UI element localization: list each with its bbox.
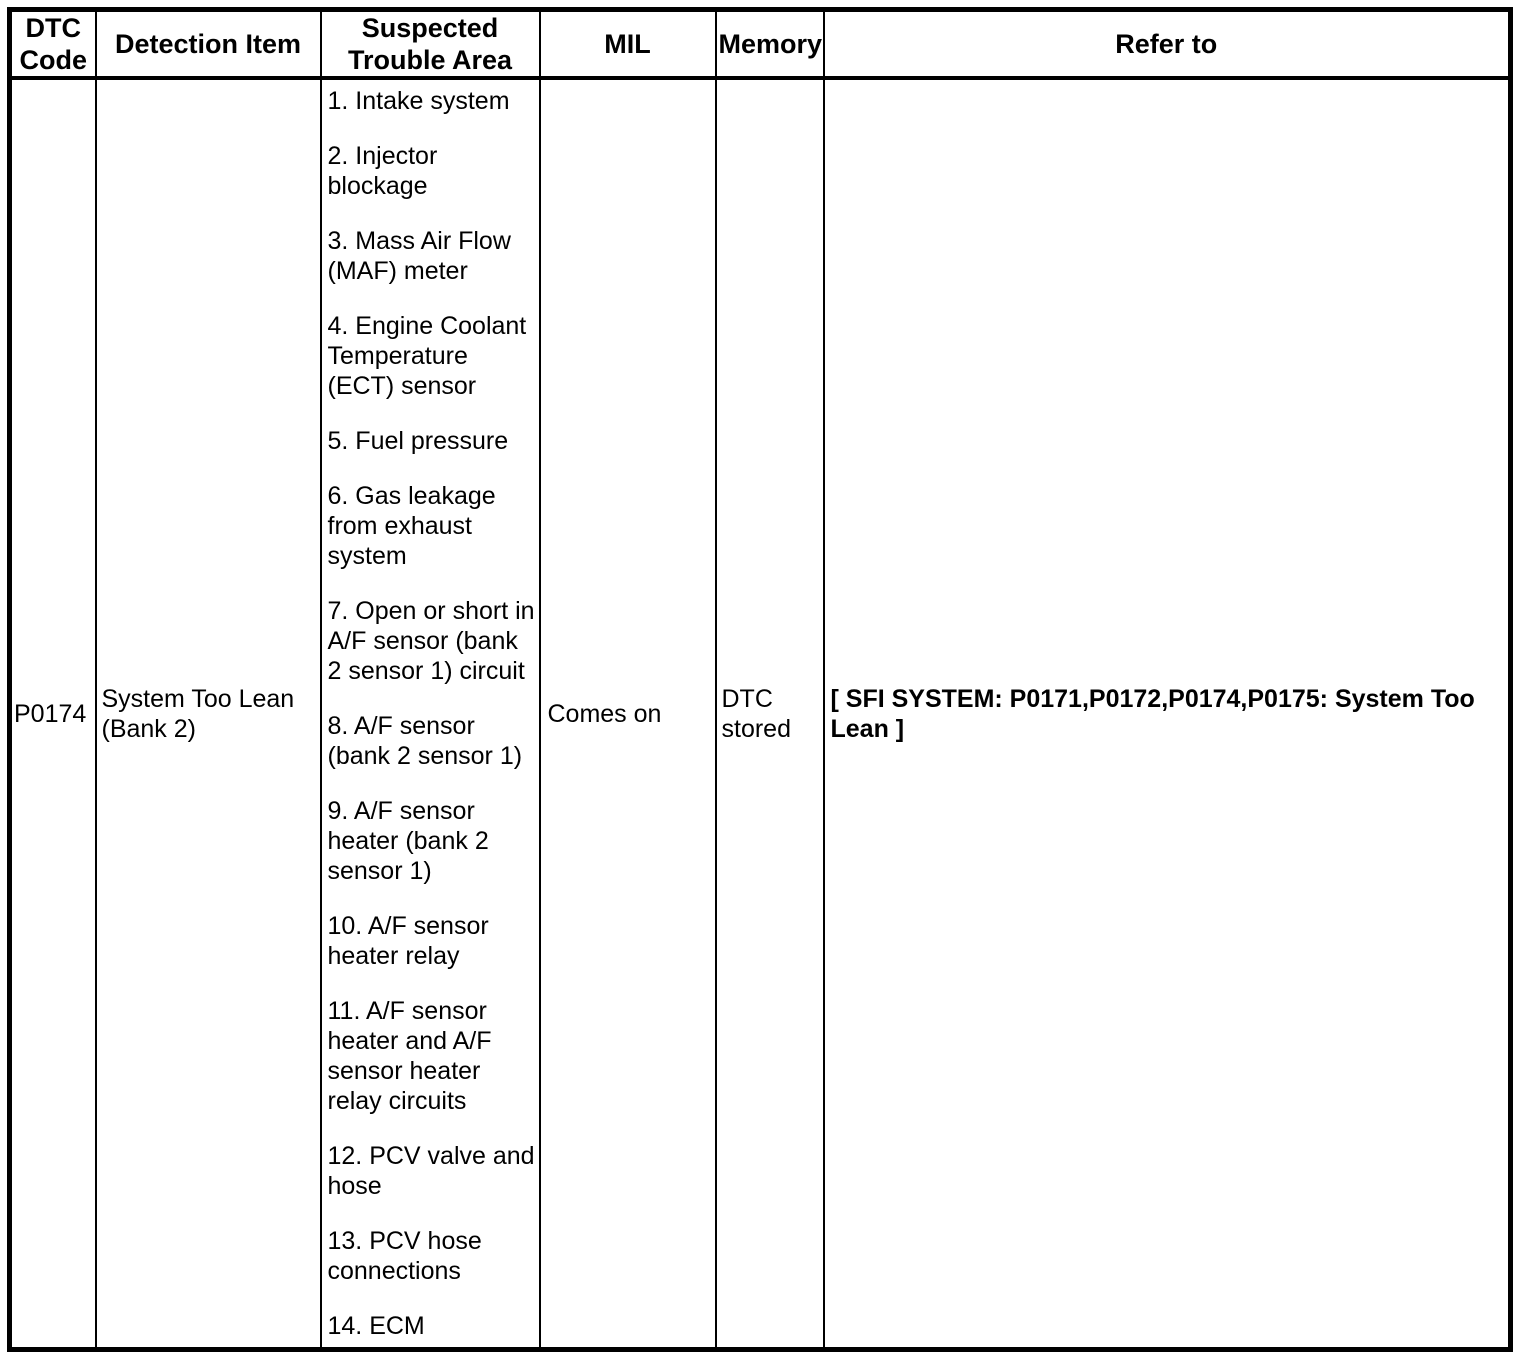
memory-cell: DTC stored — [716, 78, 824, 1350]
trouble-area-item: 3. Mass Air Flow (MAF) meter — [327, 227, 511, 285]
trouble-area-item: 4. Engine Coolant Temperature (ECT) sensor — [327, 312, 527, 400]
trouble-area-item: 2. Injector blockage — [327, 142, 438, 200]
header-mil: MIL — [540, 10, 716, 79]
trouble-area-item: 7. Open or short in A/F sensor (bank 2 sensor 1) circuit — [327, 597, 535, 685]
dtc-code-cell: P0174 — [10, 78, 96, 1350]
trouble-area-item: 10. A/F sensor heater relay — [327, 912, 489, 970]
detection-item-cell: System Too Lean (Bank 2) — [96, 78, 321, 1350]
trouble-area-item: 9. A/F sensor heater (bank 2 sensor 1) — [327, 797, 489, 885]
table-row — [10, 78, 1511, 1350]
refer-to-cell: [ SFI SYSTEM: P0171,P0172,P0174,P0175: System Too Lean ] — [824, 78, 1511, 1350]
dtc-table — [7, 7, 1513, 1352]
trouble-area-item: 5. Fuel pressure — [327, 427, 509, 455]
trouble-area-item: 14. ECM — [327, 1312, 425, 1340]
header-memory: Memory — [716, 10, 824, 79]
mil-cell: Comes on — [540, 78, 716, 1350]
trouble-area-item: 1. Intake system — [327, 87, 510, 115]
header-row — [10, 10, 1511, 79]
trouble-area-item: 11. A/F sensor heater and A/F sensor heater relay circuits — [327, 997, 492, 1115]
trouble-area-cell — [321, 78, 540, 1350]
header-dtc-code: DTC Code — [10, 10, 96, 79]
trouble-area-item: 8. A/F sensor (bank 2 sensor 1) — [327, 712, 523, 770]
header-refer-to: Refer to — [824, 10, 1511, 79]
trouble-area-item: 13. PCV hose connections — [327, 1227, 482, 1285]
header-detection-item: Detection Item — [96, 10, 321, 79]
trouble-area-item: 12. PCV valve and hose — [327, 1142, 535, 1200]
trouble-area-item: 6. Gas leakage from exhaust system — [327, 482, 496, 570]
header-trouble-area: Suspected Trouble Area — [321, 10, 540, 79]
